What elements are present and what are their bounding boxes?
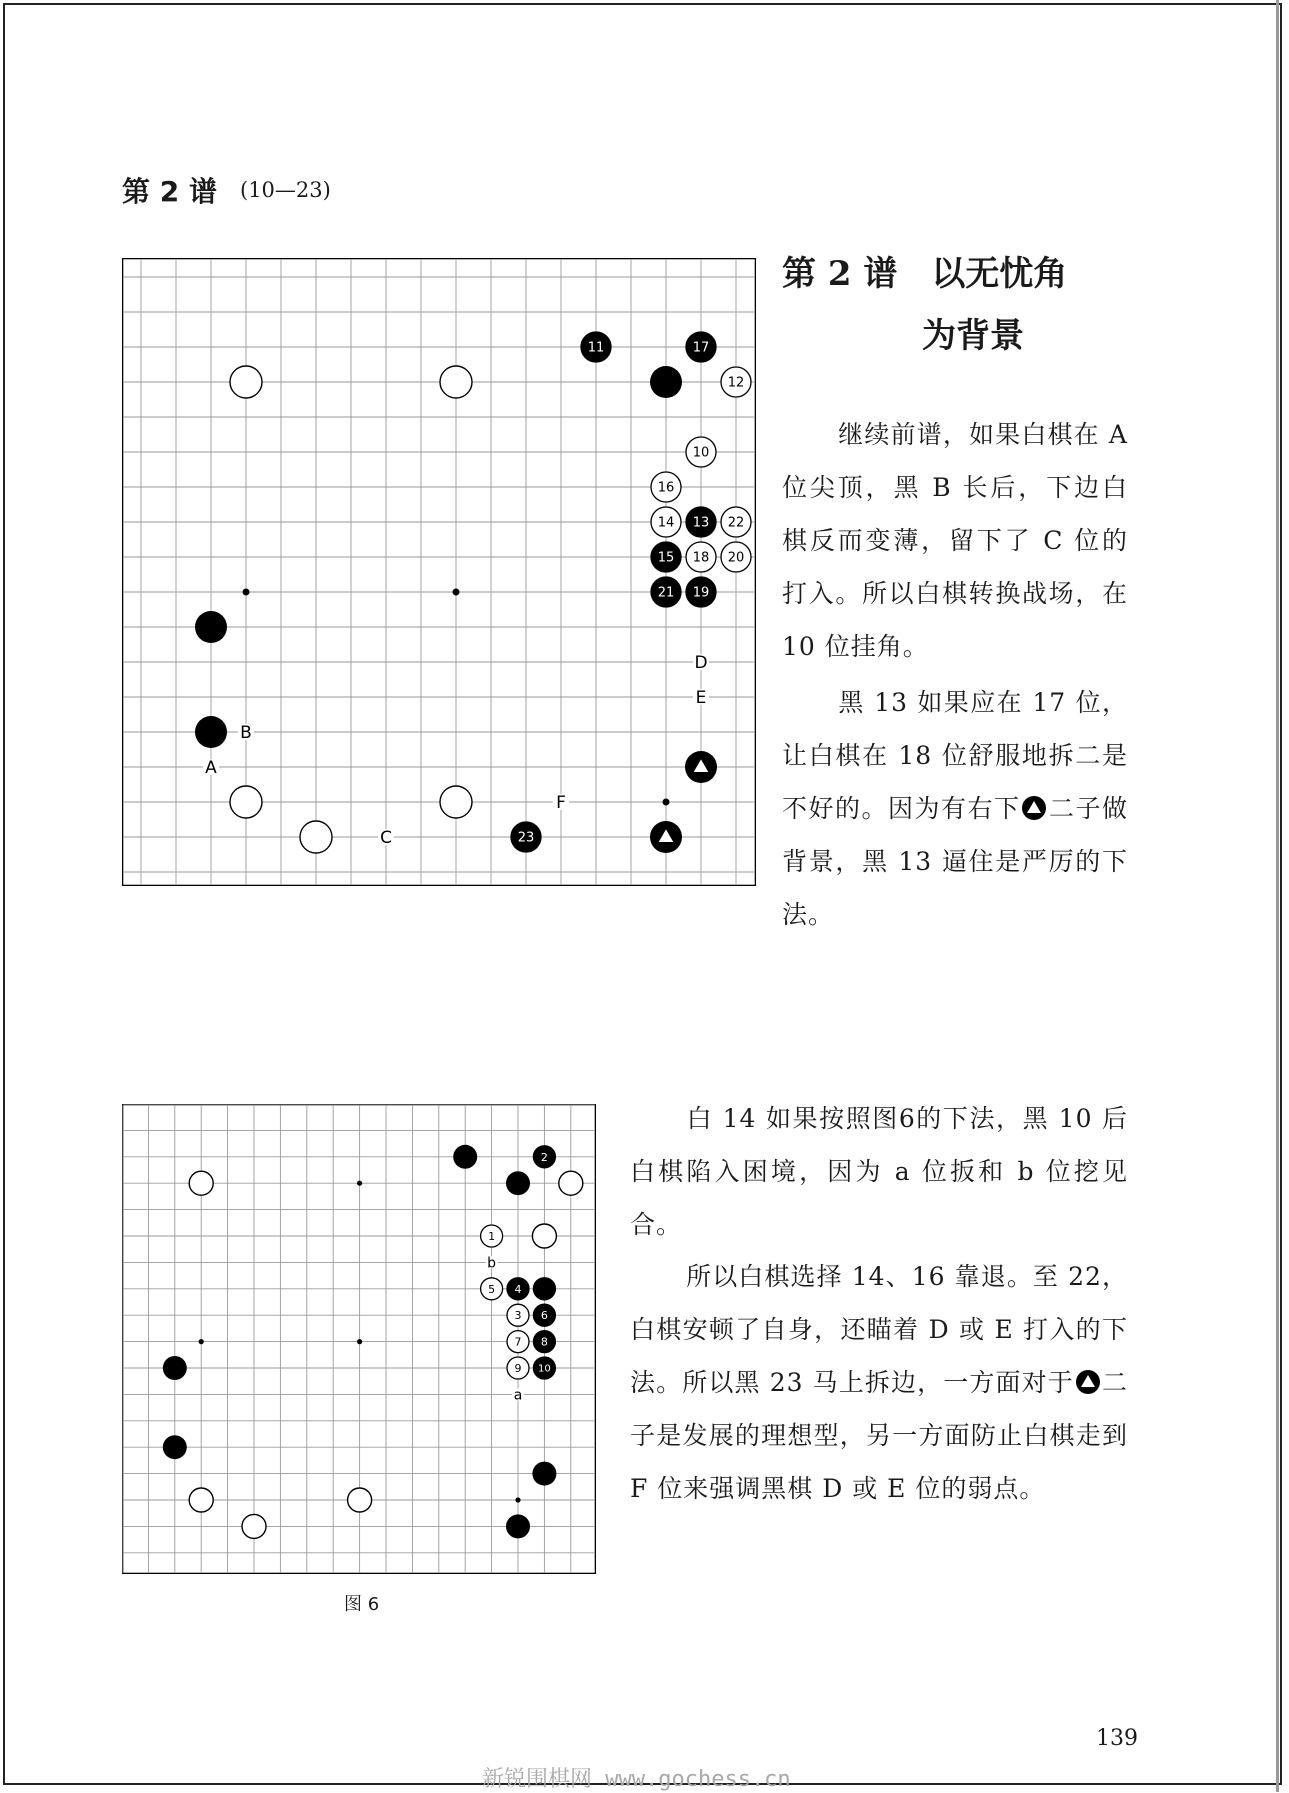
board-label: E bbox=[695, 688, 707, 709]
move-number: 9 bbox=[514, 1361, 522, 1375]
move-number: 7 bbox=[514, 1335, 522, 1349]
hoshi-point bbox=[515, 1497, 520, 1502]
board-label: F bbox=[556, 793, 566, 814]
move-number: 5 bbox=[488, 1282, 496, 1296]
white-stone bbox=[300, 821, 332, 853]
board-label: a bbox=[513, 1387, 523, 1404]
move-number: 1 bbox=[488, 1229, 496, 1243]
triangle-stone-icon bbox=[1076, 1370, 1100, 1394]
watermark: 新锐围棋网 www.gochess.cn bbox=[482, 1767, 791, 1792]
go-board-diagram-2 bbox=[122, 1104, 596, 1574]
move-number: 16 bbox=[657, 480, 675, 496]
move-number: 18 bbox=[692, 550, 710, 566]
move-number: 21 bbox=[657, 585, 675, 601]
move-number: 10 bbox=[538, 1363, 551, 1375]
triangle-stone-icon bbox=[1022, 796, 1046, 820]
commentary-paragraph-1: 继续前谱，如果白棋在 A 位尖顶，黑 B 长后，下边白棋反而变薄，留下了 C 位的打入。所以白棋转换战场，在 10 位挂角。 bbox=[782, 420, 1128, 661]
black-stone bbox=[195, 611, 227, 643]
white-stone bbox=[559, 1171, 583, 1195]
white-stone bbox=[189, 1488, 213, 1512]
diagram-title: 第 2 谱 bbox=[122, 175, 217, 208]
section-heading-line1: 第 2 谱 以无忧角 bbox=[782, 254, 1068, 294]
black-stone bbox=[163, 1356, 187, 1380]
move-number: 2 bbox=[540, 1150, 548, 1164]
white-stone bbox=[189, 1171, 213, 1195]
white-stone bbox=[440, 786, 472, 818]
move-number: 20 bbox=[727, 550, 745, 566]
move-number: 13 bbox=[692, 515, 710, 531]
black-stone bbox=[453, 1145, 477, 1169]
move-number: 14 bbox=[657, 515, 675, 531]
black-stone bbox=[163, 1435, 187, 1459]
figure-caption: 图 6 bbox=[344, 1594, 380, 1615]
hoshi-point bbox=[663, 799, 670, 806]
white-stone bbox=[230, 366, 262, 398]
move-range: (10—23) bbox=[240, 178, 331, 202]
hoshi-point bbox=[199, 1339, 204, 1344]
hoshi-point bbox=[357, 1339, 362, 1344]
move-number: 22 bbox=[727, 515, 745, 531]
commentary-paragraph-4: 所以白棋选择 14、16 靠退。至 22，白棋安顿了自身，还瞄着 D 或 E 打入的下法。所以黑 23 马上拆边，一方面对于 二子是发展的理想型，另一方面防止白棋走到 F 位来强调黑棋 D 或 E 位的弱点。 bbox=[630, 1262, 1128, 1503]
go-board-diagram-1 bbox=[122, 258, 756, 886]
hoshi-point bbox=[357, 1181, 362, 1186]
page-edge-shadow bbox=[1276, 0, 1279, 1792]
black-stone bbox=[532, 1462, 556, 1486]
move-number: 3 bbox=[514, 1309, 522, 1323]
move-number: 12 bbox=[727, 375, 745, 391]
page-number: 139 bbox=[1096, 1726, 1138, 1751]
black-stone bbox=[650, 366, 682, 398]
board-label: A bbox=[205, 758, 217, 779]
board-label: C bbox=[380, 828, 392, 849]
move-number: 17 bbox=[692, 340, 710, 356]
white-stone bbox=[242, 1514, 266, 1538]
board-label: D bbox=[694, 653, 708, 674]
white-stone bbox=[532, 1224, 556, 1248]
board-label: B bbox=[240, 723, 252, 744]
white-stone bbox=[348, 1488, 372, 1512]
black-stone bbox=[195, 716, 227, 748]
move-number: 10 bbox=[692, 445, 710, 461]
commentary-paragraph-2: 黑 13 如果应在 17 位，让白棋在 18 位舒服地拆二是不好的。因为有右下 二子做背景，黑 13 逼住是严厉的下法。 bbox=[782, 688, 1128, 929]
move-number: 4 bbox=[514, 1282, 522, 1296]
black-stone bbox=[506, 1171, 530, 1195]
board-border bbox=[123, 259, 756, 886]
section-heading-line2: 为背景 bbox=[922, 316, 1024, 356]
commentary-paragraph-3: 白 14 如果按照图6的下法，黑 10 后白棋陷入困境，因为 a 位扳和 b 位挖见合。 bbox=[630, 1104, 1128, 1239]
hoshi-point bbox=[243, 589, 250, 596]
black-stone bbox=[506, 1514, 530, 1538]
black-stone bbox=[533, 1278, 555, 1300]
white-stone bbox=[230, 786, 262, 818]
move-number: 8 bbox=[540, 1335, 548, 1349]
move-number: 19 bbox=[692, 585, 710, 601]
move-number: 23 bbox=[517, 830, 535, 846]
board-label: b bbox=[487, 1255, 497, 1272]
move-number: 11 bbox=[587, 340, 605, 356]
move-number: 6 bbox=[540, 1309, 548, 1323]
white-stone bbox=[440, 366, 472, 398]
hoshi-point bbox=[453, 589, 460, 596]
move-number: 15 bbox=[657, 550, 675, 566]
